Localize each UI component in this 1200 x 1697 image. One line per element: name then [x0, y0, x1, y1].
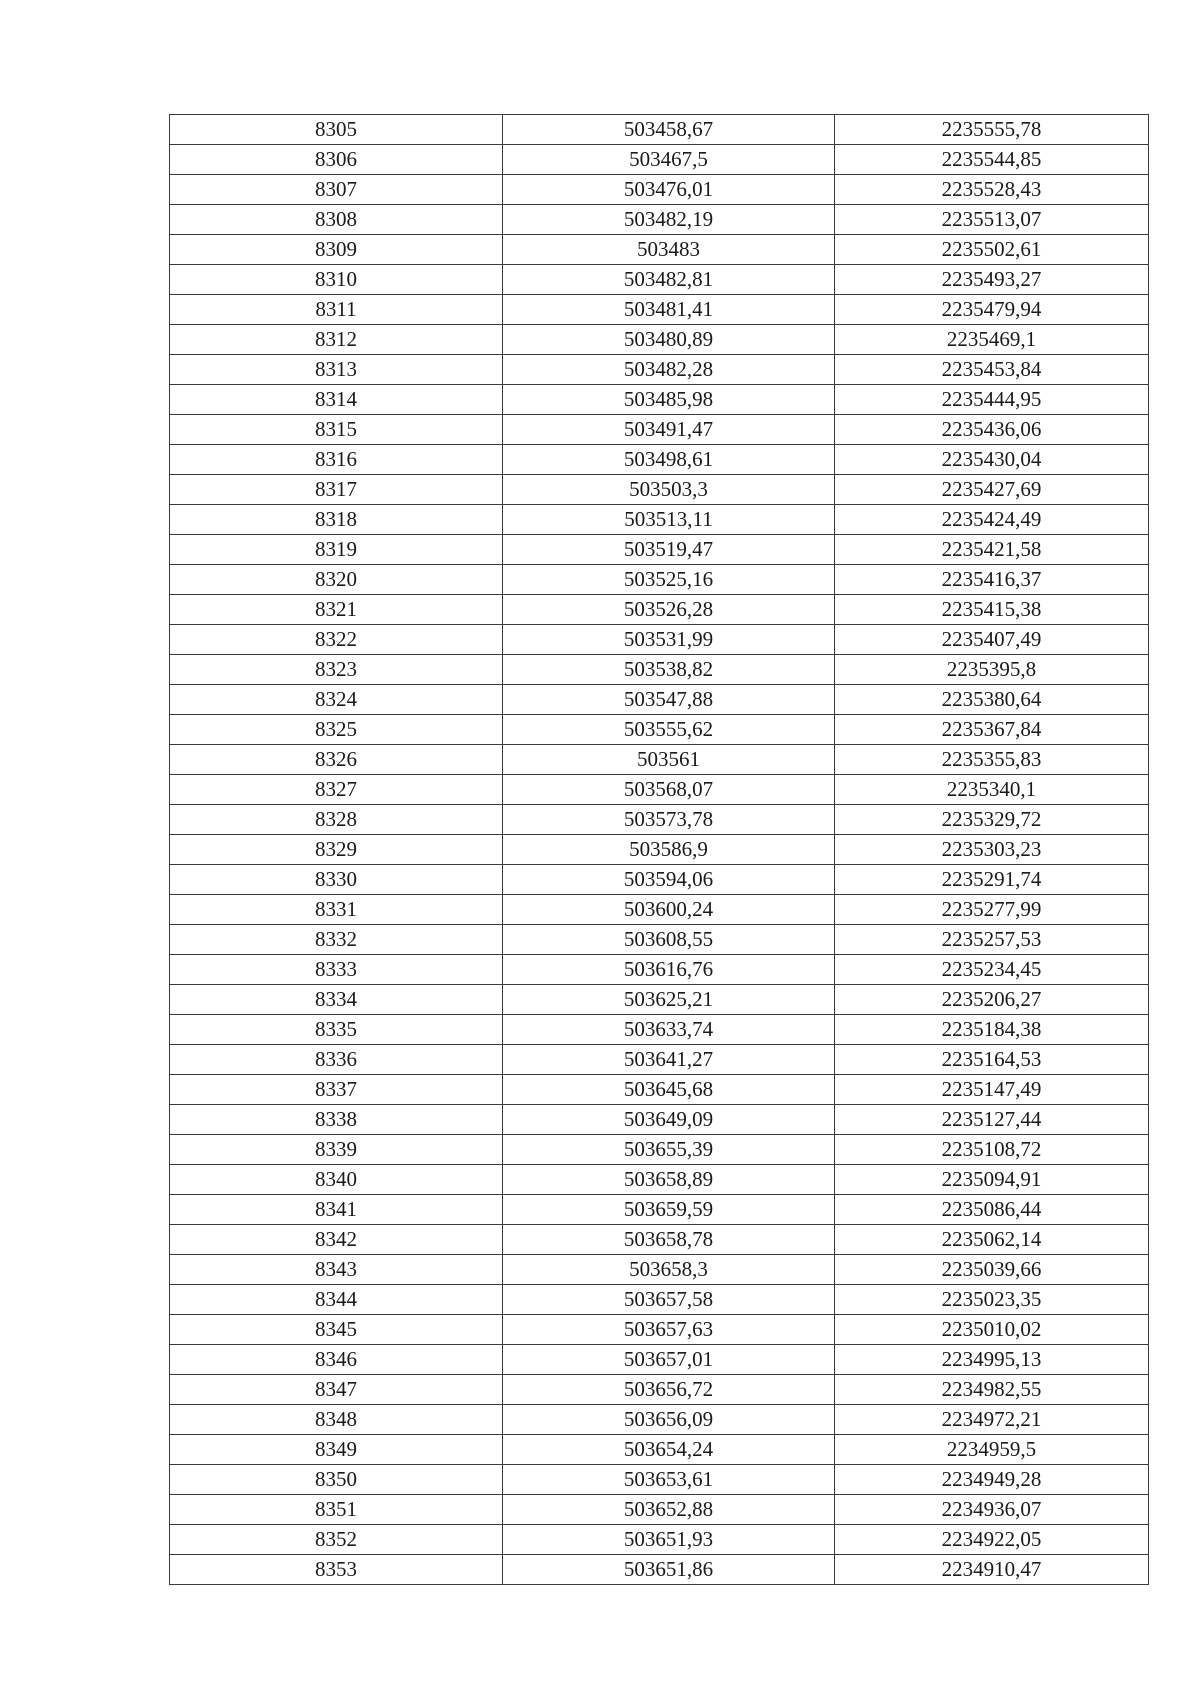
point-number-cell: 8323	[170, 655, 503, 685]
x-coordinate-cell: 503656,09	[503, 1405, 835, 1435]
table-row	[170, 1495, 1149, 1525]
y-coordinate-cell: 2234972,21	[835, 1405, 1149, 1435]
table-row	[170, 1255, 1149, 1285]
table-row	[170, 655, 1149, 685]
x-coordinate-cell: 503657,63	[503, 1315, 835, 1345]
y-coordinate-cell: 2235421,58	[835, 535, 1149, 565]
y-coordinate-cell: 2235355,83	[835, 745, 1149, 775]
x-coordinate-cell: 503658,89	[503, 1165, 835, 1195]
x-coordinate-cell: 503480,89	[503, 325, 835, 355]
table-row	[170, 1435, 1149, 1465]
y-coordinate-cell: 2235062,14	[835, 1225, 1149, 1255]
table-row	[170, 1105, 1149, 1135]
table-row	[170, 235, 1149, 265]
table-row	[170, 1555, 1149, 1585]
x-coordinate-cell: 503659,59	[503, 1195, 835, 1225]
y-coordinate-cell: 2235415,38	[835, 595, 1149, 625]
point-number-cell: 8339	[170, 1135, 503, 1165]
y-coordinate-cell: 2235257,53	[835, 925, 1149, 955]
point-number-cell: 8335	[170, 1015, 503, 1045]
table-row	[170, 1015, 1149, 1045]
x-coordinate-cell: 503503,3	[503, 475, 835, 505]
coordinates-table	[169, 114, 1149, 1585]
point-number-cell: 8324	[170, 685, 503, 715]
y-coordinate-cell: 2234936,07	[835, 1495, 1149, 1525]
y-coordinate-cell: 2235010,02	[835, 1315, 1149, 1345]
x-coordinate-cell: 503656,72	[503, 1375, 835, 1405]
table-row	[170, 355, 1149, 385]
table-row	[170, 685, 1149, 715]
x-coordinate-cell: 503483	[503, 235, 835, 265]
point-number-cell: 8334	[170, 985, 503, 1015]
y-coordinate-cell: 2234982,55	[835, 1375, 1149, 1405]
point-number-cell: 8316	[170, 445, 503, 475]
y-coordinate-cell: 2235108,72	[835, 1135, 1149, 1165]
point-number-cell: 8349	[170, 1435, 503, 1465]
point-number-cell: 8315	[170, 415, 503, 445]
point-number-cell: 8341	[170, 1195, 503, 1225]
x-coordinate-cell: 503600,24	[503, 895, 835, 925]
y-coordinate-cell: 2235479,94	[835, 295, 1149, 325]
table-row	[170, 745, 1149, 775]
table-row	[170, 1525, 1149, 1555]
table-row	[170, 805, 1149, 835]
y-coordinate-cell: 2235184,38	[835, 1015, 1149, 1045]
table-row	[170, 1135, 1149, 1165]
table-row	[170, 1195, 1149, 1225]
x-coordinate-cell: 503573,78	[503, 805, 835, 835]
y-coordinate-cell: 2235147,49	[835, 1075, 1149, 1105]
y-coordinate-cell: 2235528,43	[835, 175, 1149, 205]
y-coordinate-cell: 2235395,8	[835, 655, 1149, 685]
x-coordinate-cell: 503608,55	[503, 925, 835, 955]
point-number-cell: 8317	[170, 475, 503, 505]
table-row	[170, 205, 1149, 235]
point-number-cell: 8326	[170, 745, 503, 775]
x-coordinate-cell: 503658,3	[503, 1255, 835, 1285]
x-coordinate-cell: 503547,88	[503, 685, 835, 715]
table-row	[170, 1315, 1149, 1345]
y-coordinate-cell: 2234922,05	[835, 1525, 1149, 1555]
y-coordinate-cell: 2235427,69	[835, 475, 1149, 505]
table-row	[170, 1285, 1149, 1315]
table-row	[170, 985, 1149, 1015]
table-row	[170, 1045, 1149, 1075]
point-number-cell: 8342	[170, 1225, 503, 1255]
table-row	[170, 115, 1149, 145]
x-coordinate-cell: 503526,28	[503, 595, 835, 625]
y-coordinate-cell: 2235424,49	[835, 505, 1149, 535]
x-coordinate-cell: 503625,21	[503, 985, 835, 1015]
point-number-cell: 8308	[170, 205, 503, 235]
y-coordinate-cell: 2234949,28	[835, 1465, 1149, 1495]
point-number-cell: 8347	[170, 1375, 503, 1405]
y-coordinate-cell: 2235340,1	[835, 775, 1149, 805]
x-coordinate-cell: 503555,62	[503, 715, 835, 745]
point-number-cell: 8351	[170, 1495, 503, 1525]
point-number-cell: 8353	[170, 1555, 503, 1585]
point-number-cell: 8350	[170, 1465, 503, 1495]
y-coordinate-cell: 2234910,47	[835, 1555, 1149, 1585]
x-coordinate-cell: 503586,9	[503, 835, 835, 865]
point-number-cell: 8306	[170, 145, 503, 175]
y-coordinate-cell: 2235416,37	[835, 565, 1149, 595]
y-coordinate-cell: 2235303,23	[835, 835, 1149, 865]
y-coordinate-cell: 2235039,66	[835, 1255, 1149, 1285]
x-coordinate-cell: 503652,88	[503, 1495, 835, 1525]
y-coordinate-cell: 2235380,64	[835, 685, 1149, 715]
x-coordinate-cell: 503498,61	[503, 445, 835, 475]
table-row	[170, 595, 1149, 625]
y-coordinate-cell: 2234995,13	[835, 1345, 1149, 1375]
y-coordinate-cell: 2235086,44	[835, 1195, 1149, 1225]
x-coordinate-cell: 503657,58	[503, 1285, 835, 1315]
point-number-cell: 8333	[170, 955, 503, 985]
point-number-cell: 8331	[170, 895, 503, 925]
point-number-cell: 8309	[170, 235, 503, 265]
x-coordinate-cell: 503482,81	[503, 265, 835, 295]
x-coordinate-cell: 503458,67	[503, 115, 835, 145]
point-number-cell: 8336	[170, 1045, 503, 1075]
table-row	[170, 175, 1149, 205]
point-number-cell: 8310	[170, 265, 503, 295]
y-coordinate-cell: 2235493,27	[835, 265, 1149, 295]
x-coordinate-cell: 503633,74	[503, 1015, 835, 1045]
x-coordinate-cell: 503657,01	[503, 1345, 835, 1375]
table-row	[170, 265, 1149, 295]
x-coordinate-cell: 503481,41	[503, 295, 835, 325]
table-row	[170, 715, 1149, 745]
y-coordinate-cell: 2235436,06	[835, 415, 1149, 445]
table-row	[170, 295, 1149, 325]
point-number-cell: 8319	[170, 535, 503, 565]
point-number-cell: 8312	[170, 325, 503, 355]
x-coordinate-cell: 503485,98	[503, 385, 835, 415]
point-number-cell: 8313	[170, 355, 503, 385]
y-coordinate-cell: 2235502,61	[835, 235, 1149, 265]
point-number-cell: 8320	[170, 565, 503, 595]
point-number-cell: 8343	[170, 1255, 503, 1285]
point-number-cell: 8329	[170, 835, 503, 865]
x-coordinate-cell: 503531,99	[503, 625, 835, 655]
x-coordinate-cell: 503641,27	[503, 1045, 835, 1075]
point-number-cell: 8318	[170, 505, 503, 535]
x-coordinate-cell: 503467,5	[503, 145, 835, 175]
x-coordinate-cell: 503654,24	[503, 1435, 835, 1465]
y-coordinate-cell: 2235513,07	[835, 205, 1149, 235]
x-coordinate-cell: 503538,82	[503, 655, 835, 685]
y-coordinate-cell: 2235164,53	[835, 1045, 1149, 1075]
y-coordinate-cell: 2235544,85	[835, 145, 1149, 175]
point-number-cell: 8344	[170, 1285, 503, 1315]
x-coordinate-cell: 503645,68	[503, 1075, 835, 1105]
table-row	[170, 1075, 1149, 1105]
x-coordinate-cell: 503649,09	[503, 1105, 835, 1135]
y-coordinate-cell: 2235430,04	[835, 445, 1149, 475]
y-coordinate-cell: 2235444,95	[835, 385, 1149, 415]
table-row	[170, 625, 1149, 655]
y-coordinate-cell: 2235023,35	[835, 1285, 1149, 1315]
point-number-cell: 8337	[170, 1075, 503, 1105]
point-number-cell: 8348	[170, 1405, 503, 1435]
y-coordinate-cell: 2235469,1	[835, 325, 1149, 355]
point-number-cell: 8338	[170, 1105, 503, 1135]
table-row	[170, 415, 1149, 445]
y-coordinate-cell: 2235206,27	[835, 985, 1149, 1015]
table-row	[170, 145, 1149, 175]
table-row	[170, 385, 1149, 415]
x-coordinate-cell: 503651,86	[503, 1555, 835, 1585]
x-coordinate-cell: 503658,78	[503, 1225, 835, 1255]
point-number-cell: 8305	[170, 115, 503, 145]
point-number-cell: 8314	[170, 385, 503, 415]
x-coordinate-cell: 503653,61	[503, 1465, 835, 1495]
x-coordinate-cell: 503482,28	[503, 355, 835, 385]
y-coordinate-cell: 2235291,74	[835, 865, 1149, 895]
table-row	[170, 1405, 1149, 1435]
point-number-cell: 8322	[170, 625, 503, 655]
point-number-cell: 8332	[170, 925, 503, 955]
y-coordinate-cell: 2235367,84	[835, 715, 1149, 745]
table-row	[170, 925, 1149, 955]
y-coordinate-cell: 2235094,91	[835, 1165, 1149, 1195]
y-coordinate-cell: 2235127,44	[835, 1105, 1149, 1135]
point-number-cell: 8346	[170, 1345, 503, 1375]
table-row	[170, 775, 1149, 805]
table-row	[170, 895, 1149, 925]
x-coordinate-cell: 503513,11	[503, 505, 835, 535]
table-row	[170, 445, 1149, 475]
x-coordinate-cell: 503568,07	[503, 775, 835, 805]
x-coordinate-cell: 503491,47	[503, 415, 835, 445]
y-coordinate-cell: 2235234,45	[835, 955, 1149, 985]
y-coordinate-cell: 2235453,84	[835, 355, 1149, 385]
y-coordinate-cell: 2235277,99	[835, 895, 1149, 925]
x-coordinate-cell: 503594,06	[503, 865, 835, 895]
table-row	[170, 505, 1149, 535]
x-coordinate-cell: 503482,19	[503, 205, 835, 235]
table-row	[170, 1225, 1149, 1255]
table-row	[170, 565, 1149, 595]
table-row	[170, 1465, 1149, 1495]
y-coordinate-cell: 2235407,49	[835, 625, 1149, 655]
point-number-cell: 8345	[170, 1315, 503, 1345]
table-row	[170, 475, 1149, 505]
table-row	[170, 865, 1149, 895]
coordinates-table-body	[170, 115, 1149, 1585]
x-coordinate-cell: 503525,16	[503, 565, 835, 595]
y-coordinate-cell: 2235555,78	[835, 115, 1149, 145]
x-coordinate-cell: 503655,39	[503, 1135, 835, 1165]
table-row	[170, 1345, 1149, 1375]
table-row	[170, 1165, 1149, 1195]
x-coordinate-cell: 503616,76	[503, 955, 835, 985]
y-coordinate-cell: 2235329,72	[835, 805, 1149, 835]
point-number-cell: 8327	[170, 775, 503, 805]
point-number-cell: 8328	[170, 805, 503, 835]
point-number-cell: 8352	[170, 1525, 503, 1555]
point-number-cell: 8311	[170, 295, 503, 325]
point-number-cell: 8321	[170, 595, 503, 625]
point-number-cell: 8340	[170, 1165, 503, 1195]
table-row	[170, 955, 1149, 985]
x-coordinate-cell: 503476,01	[503, 175, 835, 205]
point-number-cell: 8307	[170, 175, 503, 205]
x-coordinate-cell: 503651,93	[503, 1525, 835, 1555]
table-row	[170, 1375, 1149, 1405]
table-row	[170, 835, 1149, 865]
y-coordinate-cell: 2234959,5	[835, 1435, 1149, 1465]
point-number-cell: 8330	[170, 865, 503, 895]
point-number-cell: 8325	[170, 715, 503, 745]
x-coordinate-cell: 503519,47	[503, 535, 835, 565]
table-row	[170, 325, 1149, 355]
table-row	[170, 535, 1149, 565]
x-coordinate-cell: 503561	[503, 745, 835, 775]
